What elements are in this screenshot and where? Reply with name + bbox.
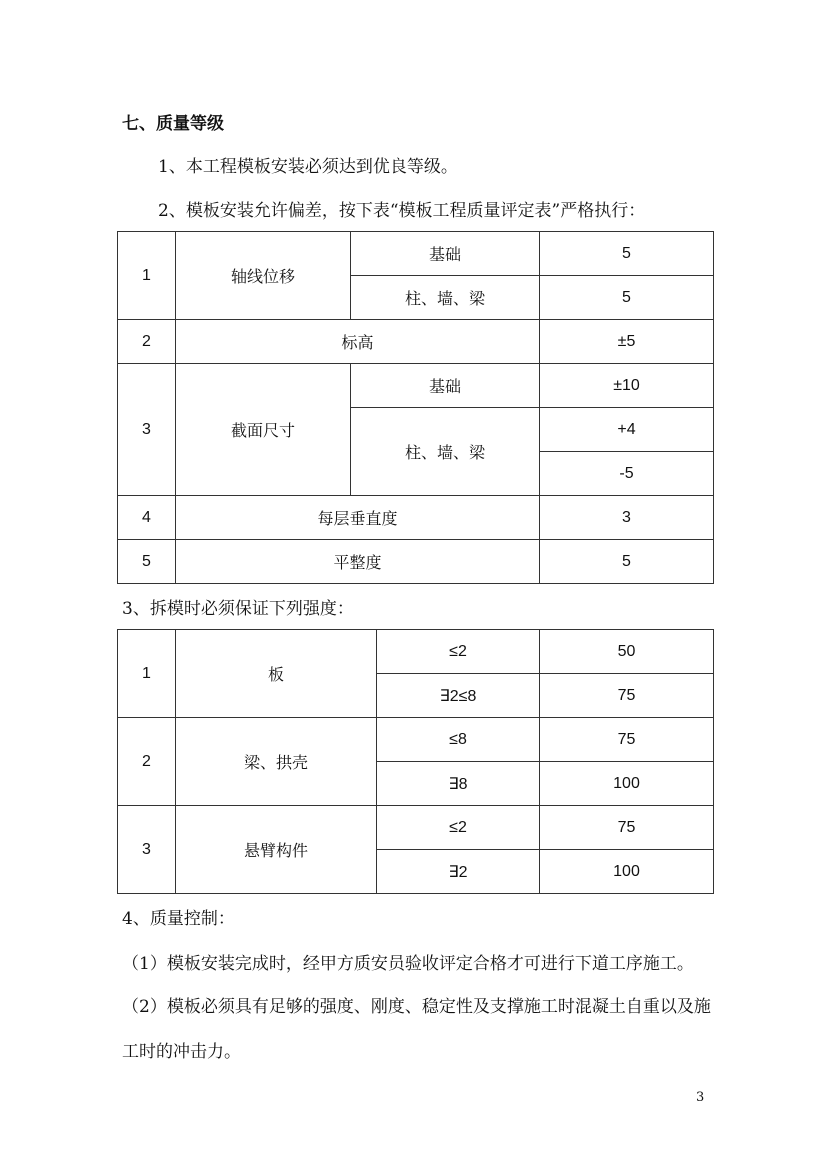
table-cell: 3 [118, 806, 176, 894]
table-cell: 4 [118, 496, 176, 540]
form-removal-strength-table [117, 629, 714, 894]
table-cell: 标高 [176, 320, 540, 364]
table-cell: 板 [176, 630, 377, 718]
paragraph-2: 2、模板安装允许偏差，按下表“模板工程质量评定表”严格执行： [158, 201, 646, 221]
section-title: 七、质量等级 [122, 114, 224, 134]
paragraph-3: 3、拆模时必须保证下列强度： [122, 599, 354, 619]
table-cell: 梁、拱壳 [176, 718, 377, 806]
paragraph-5: （1）模板安装完成时，经甲方质安员验收评定合格才可进行下道工序施工。 [122, 954, 694, 974]
table-cell: 平整度 [176, 540, 540, 584]
table-cell: 50 [540, 630, 714, 674]
table-cell: 柱、墙、梁 [351, 276, 540, 320]
table-cell: 1 [118, 232, 176, 320]
formwork-tolerance-table [117, 231, 714, 584]
table-cell: 2 [118, 718, 176, 806]
paragraph-1: 1、本工程模板安装必须达到优良等级。 [158, 157, 458, 177]
table-cell: 基础 [351, 232, 540, 276]
table-cell: 柱、墙、梁 [351, 408, 540, 496]
table-cell: 基础 [351, 364, 540, 408]
table-cell: 悬臂构件 [176, 806, 377, 894]
table-cell: ≤2 [377, 630, 540, 674]
table-cell: ±5 [540, 320, 714, 364]
table-cell: ∃8 [377, 762, 540, 806]
paragraph-6-line-2: 工时的冲击力。 [122, 1042, 241, 1062]
table-cell: 每层垂直度 [176, 496, 540, 540]
table-cell: 2 [118, 320, 176, 364]
table-cell: 100 [540, 762, 714, 806]
table-cell: 3 [540, 496, 714, 540]
table-cell: ≤2 [377, 806, 540, 850]
table-cell: -5 [540, 452, 714, 496]
table-cell: 1 [118, 630, 176, 718]
table-cell: ∃2≤8 [377, 674, 540, 718]
table-cell: 3 [118, 364, 176, 496]
page-number: 3 [696, 1090, 705, 1105]
table-cell: 5 [540, 232, 714, 276]
table-cell: +4 [540, 408, 714, 452]
table-cell: 5 [118, 540, 176, 584]
paragraph-6-line-1: （2）模板必须具有足够的强度、刚度、稳定性及支撑施工时混凝土自重以及施 [122, 997, 711, 1017]
table-cell: 100 [540, 850, 714, 894]
table-cell: 轴线位移 [176, 232, 351, 320]
paragraph-4: 4、质量控制： [122, 909, 235, 929]
table-cell: 截面尺寸 [176, 364, 351, 496]
table-cell: ±10 [540, 364, 714, 408]
table-cell: 5 [540, 540, 714, 584]
table-cell: 75 [540, 806, 714, 850]
table-cell: ≤8 [377, 718, 540, 762]
table-cell: 75 [540, 718, 714, 762]
table-cell: 75 [540, 674, 714, 718]
table-cell: 5 [540, 276, 714, 320]
table-cell: ∃2 [377, 850, 540, 894]
